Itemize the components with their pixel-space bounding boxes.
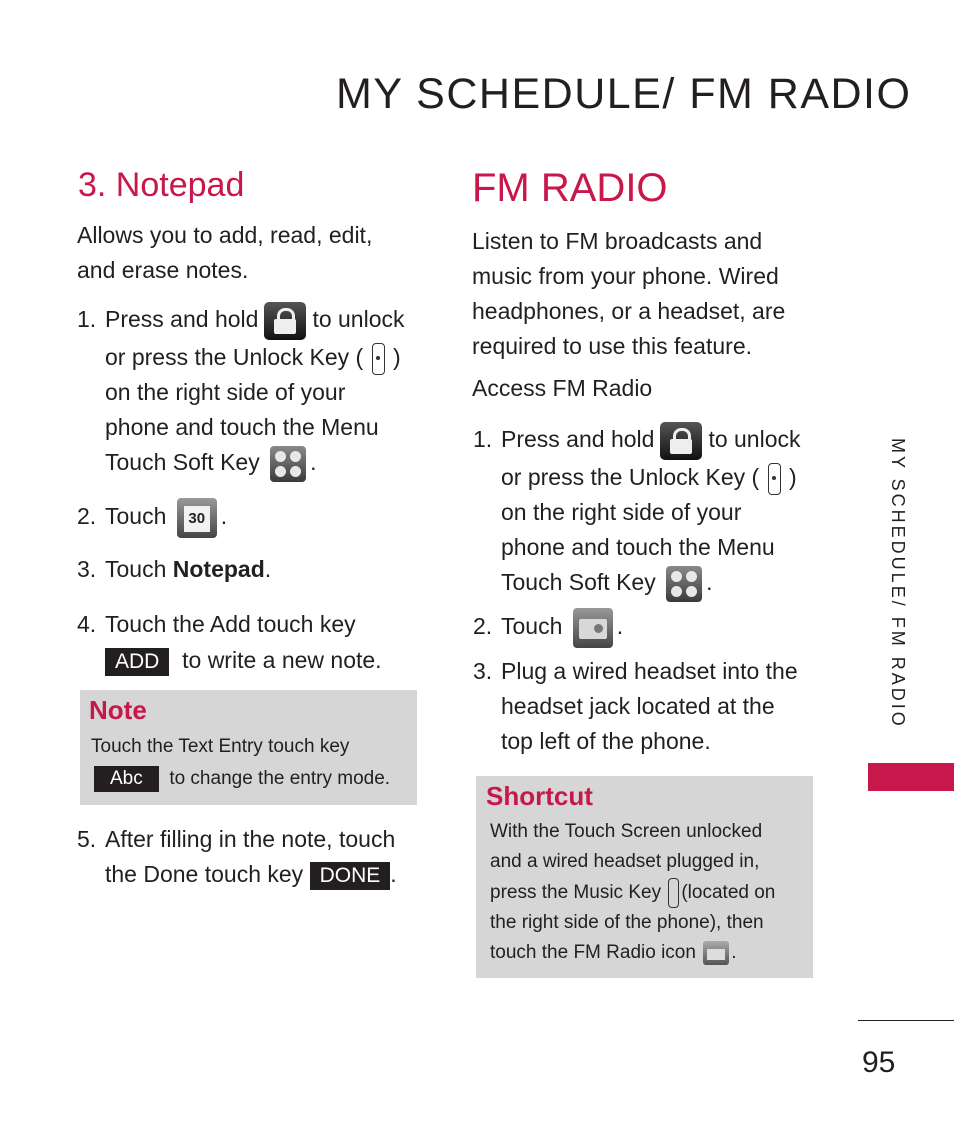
step-text: ) <box>393 344 401 370</box>
side-tab-bar <box>868 763 954 791</box>
notepad-step-1 <box>77 302 405 482</box>
menu-soft-key-icon <box>270 446 306 482</box>
step-text: to unlock <box>312 306 405 333</box>
music-key-icon <box>668 878 679 908</box>
fm-radio-icon <box>573 608 613 648</box>
fm-radio-icon <box>703 941 729 965</box>
access-fm-radio-subheading: Access FM Radio <box>472 375 653 401</box>
step-text: . <box>706 569 713 595</box>
fm-intro-line-1: Listen to FM broadcasts and <box>472 228 763 254</box>
fm-step-2 <box>473 608 623 648</box>
notepad-intro-line-1: Allows you to add, read, edit, <box>77 222 373 248</box>
step-text: phone and touch the Menu <box>105 414 379 440</box>
note-title: Note <box>89 695 147 725</box>
step-number: 1. <box>77 306 97 333</box>
step-text: . <box>220 503 228 530</box>
step-text: Touch <box>105 503 167 530</box>
shortcut-box <box>476 776 813 978</box>
step-text: Touch Soft Key <box>501 569 656 595</box>
step-text: After filling in the note, touch <box>105 826 396 852</box>
page-number: 95 <box>862 1046 896 1079</box>
step-text: top left of the phone. <box>501 728 711 754</box>
step-text: the Done touch key <box>105 861 304 887</box>
shortcut-text: and a wired headset plugged in, <box>490 851 760 872</box>
notepad-intro-line-2: and erase notes. <box>77 257 249 283</box>
step-number: 2. <box>473 613 493 640</box>
lock-icon <box>660 422 702 460</box>
step-number: 3. <box>473 658 493 684</box>
step-text: or press the Unlock Key ( <box>501 464 760 490</box>
step-text: ) <box>789 464 797 490</box>
note-text: Touch the Text Entry touch key <box>91 736 350 757</box>
step-text: . <box>310 449 317 475</box>
footer-rule <box>858 1020 954 1021</box>
note-box <box>80 690 417 805</box>
step-number: 1. <box>473 426 493 453</box>
note-text: to change the entry mode. <box>169 768 391 789</box>
calendar-day: 30 <box>184 506 210 532</box>
shortcut-text: (located on <box>681 882 776 904</box>
done-key: DONE <box>310 862 391 890</box>
unlock-key-icon <box>768 463 781 495</box>
step-text: to write a new note. <box>182 647 382 673</box>
shortcut-text: press the Music Key <box>490 882 662 904</box>
shortcut-text: the right side of the phone), then <box>490 912 764 933</box>
step-text: on the right side of your <box>501 499 742 525</box>
step-text: to unlock <box>708 426 801 453</box>
lock-icon <box>264 302 306 340</box>
calendar-icon <box>177 498 217 538</box>
step-text: Press and hold <box>105 306 259 333</box>
unlock-key-icon <box>372 343 385 375</box>
notepad-step-4 <box>77 607 382 678</box>
page-title: MY SCHEDULE/ FM RADIO <box>336 70 912 118</box>
fm-step-1 <box>473 422 801 602</box>
shortcut-text: . <box>731 942 737 963</box>
notepad-heading: 3. Notepad <box>78 166 245 204</box>
step-text: Plug a wired headset into the <box>501 658 798 684</box>
step-text: Touch <box>105 556 167 582</box>
step-number: 5. <box>77 826 97 852</box>
step-number: 3. <box>77 556 97 582</box>
notepad-menu-label: Notepad <box>172 556 265 582</box>
abc-key: Abc <box>94 766 159 792</box>
side-tab-label: MY SCHEDULE/ FM RADIO <box>888 438 908 729</box>
step-number: 2. <box>77 503 97 530</box>
step-text: Touch the Add touch key <box>105 611 356 637</box>
fm-step-3 <box>473 654 798 759</box>
shortcut-title: Shortcut <box>486 781 593 811</box>
step-text: Press and hold <box>501 426 655 453</box>
step-number: 4. <box>77 611 97 637</box>
notepad-step-3 <box>77 552 271 587</box>
step-text: Touch Soft Key <box>105 449 260 475</box>
notepad-step-2 <box>77 498 227 538</box>
fm-radio-intro <box>472 224 785 364</box>
step-text: on the right side of your <box>105 379 346 405</box>
fm-intro-line-2: music from your phone. Wired <box>472 263 779 289</box>
step-text: phone and touch the Menu <box>501 534 775 560</box>
shortcut-text: With the Touch Screen unlocked <box>490 821 763 842</box>
menu-soft-key-icon <box>666 566 702 602</box>
fm-intro-line-3: headphones, or a headset, are <box>472 298 786 324</box>
step-text: . <box>264 556 272 582</box>
shortcut-text: touch the FM Radio icon <box>490 942 696 963</box>
step-text: Touch <box>501 613 563 640</box>
step-text: . <box>390 861 397 887</box>
fm-radio-heading: FM RADIO <box>472 166 668 210</box>
notepad-step-5 <box>77 822 397 892</box>
notepad-intro <box>77 218 372 288</box>
step-text: headset jack located at the <box>501 693 775 719</box>
step-text: . <box>616 613 624 640</box>
fm-intro-line-4: required to use this feature. <box>472 333 752 359</box>
step-text: or press the Unlock Key ( <box>105 344 364 370</box>
add-key: ADD <box>105 648 169 676</box>
